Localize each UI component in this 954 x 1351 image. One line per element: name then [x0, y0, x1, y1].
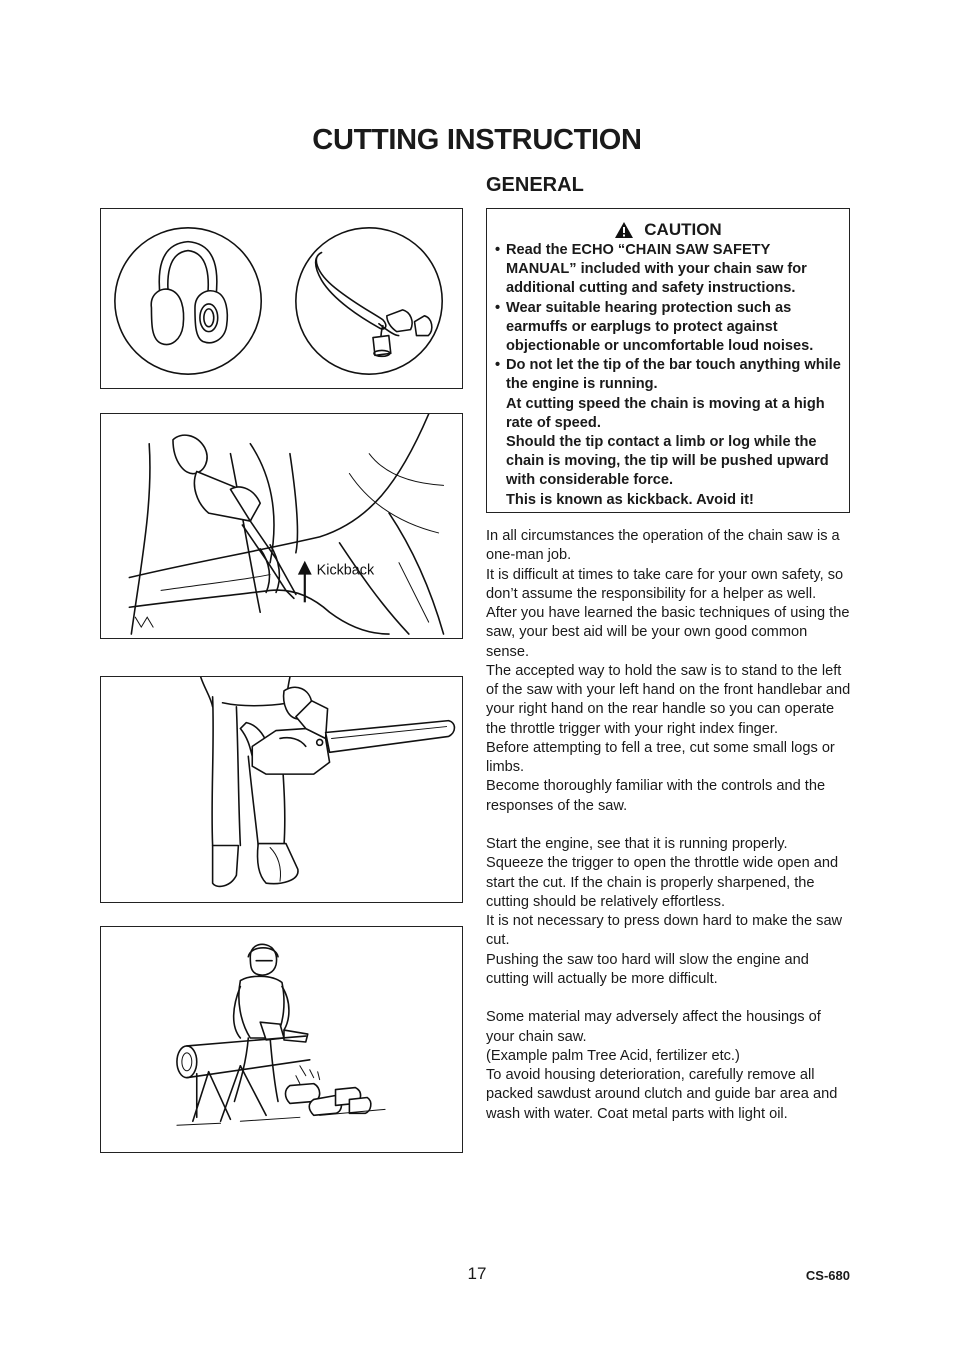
- body-paragraph: In all circumstances the operation of the chain saw is a one-man job.: [486, 528, 840, 564]
- caution-line: At cutting speed the chain is moving at a high rate of speed.: [506, 395, 825, 431]
- body-paragraph: After you have learned the basic techniques of using the saw, your best aid will be your own good common sense.: [486, 605, 850, 660]
- caution-line: Wear suitable hearing protection such as earmuffs or earplugs to protect against objectionable or uncomfortable loud noises.: [506, 299, 814, 355]
- body-text: [486, 527, 852, 1124]
- body-paragraph: Before attempting to fell a tree, cut some small logs or limbs.: [486, 739, 835, 775]
- body-paragraph: It is not necessary to press down hard to make the saw cut.: [486, 913, 843, 949]
- holding-saw-illustration: [101, 677, 462, 902]
- bullet-icon: •: [495, 357, 501, 374]
- kickback-illustration: [101, 414, 462, 638]
- caution-item: [495, 356, 841, 510]
- paragraph-gap: [486, 989, 852, 1008]
- caution-header: [495, 219, 841, 241]
- caution-item: [495, 299, 841, 357]
- caution-line: Read the ECHO “CHAIN SAW SAFETY MANUAL” included with your chain saw for additional cutting and safety instructions.: [506, 242, 807, 297]
- figure-sawhorse-cutting: [100, 926, 463, 1153]
- page-number: 17: [467, 1264, 487, 1283]
- page-title: CUTTING INSTRUCTION: [312, 124, 642, 156]
- body-paragraph: (Example palm Tree Acid, fertilizer etc.): [486, 1047, 740, 1064]
- bullet-icon: •: [495, 242, 501, 258]
- body-paragraph: The accepted way to hold the saw is to stand to the left of the saw with your left hand on the front handlebar and your right hand on the rear handle so you can operate the throttle trigger with your right index finger.: [486, 662, 851, 737]
- figure-hearing-protection: [100, 208, 463, 389]
- body-paragraph: Become thoroughly familiar with the controls and the responses of the saw.: [486, 778, 826, 814]
- body-paragraph: Some material may adversely affect the housings of your chain saw.: [486, 1009, 821, 1045]
- caution-line: Should the tip contact a limb or log while the chain is moving, the tip will be pushed upward with considerable force.: [506, 434, 829, 489]
- caution-heading: CAUTION: [644, 220, 722, 239]
- sawhorse-cutting-illustration: [101, 927, 462, 1152]
- body-paragraph: Start the engine, see that it is running properly.: [486, 836, 788, 852]
- bullet-icon: •: [495, 299, 501, 316]
- body-paragraph: Squeeze the trigger to open the throttle wide open and start the cut. If the chain is properly sharpened, the cutting should be relatively effortless.: [486, 855, 839, 910]
- caution-item: [495, 241, 841, 299]
- body-paragraph: To avoid housing deterioration, carefully remove all packed sawdust around clutch and guide bar area and wash with water. Coat metal parts with light oil.: [486, 1067, 838, 1122]
- figure-holding-saw: [100, 676, 463, 903]
- figure-kickback: [100, 413, 463, 639]
- paragraph-gap: [486, 816, 852, 835]
- caution-line: Do not let the tip of the bar touch anything while the engine is running.: [506, 357, 841, 393]
- body-paragraph: Pushing the saw too hard will slow the engine and cutting will actually be more difficult.: [486, 951, 809, 987]
- section-title: GENERAL: [486, 174, 584, 196]
- body-paragraph: It is difficult at times to take care for your own safety, so don’t assume the responsibility for a helper as well.: [486, 566, 844, 602]
- caution-box: [486, 208, 850, 513]
- model-code: CS-680: [805, 1268, 850, 1283]
- warning-triangle-icon: [614, 221, 634, 239]
- caution-line: This is known as kickback. Avoid it!: [506, 491, 754, 508]
- kickback-label: Kickback: [316, 562, 375, 579]
- hearing-protection-illustration: [101, 209, 462, 388]
- caution-list: [495, 241, 841, 510]
